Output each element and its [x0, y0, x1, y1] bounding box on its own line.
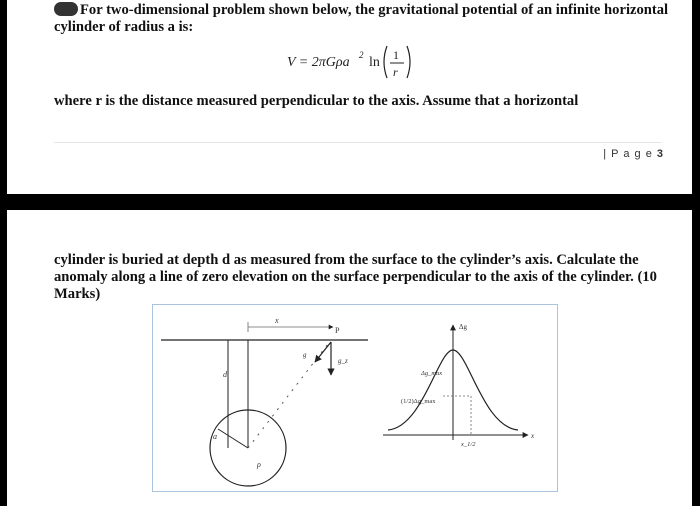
label-rho: ρ	[257, 460, 261, 469]
equation-lhs: V = 2πGρa	[287, 55, 350, 70]
label-g: g	[303, 351, 307, 359]
label-a: a	[213, 432, 217, 441]
cylinder-to-p-dashed	[248, 340, 331, 448]
potential-equation	[287, 40, 437, 88]
equation-exponent: 2	[359, 50, 364, 60]
document-page-top	[7, 0, 692, 194]
question-number-marker	[54, 2, 78, 16]
label-half-dg-max: (1/2)Δg_max	[401, 398, 436, 405]
equation-ln: ln	[369, 55, 380, 70]
label-x-axis: x	[531, 432, 535, 440]
equation-numerator: 1	[393, 48, 399, 62]
footer-prefix: | P a g e	[603, 148, 657, 160]
footer-rule	[54, 142, 662, 143]
g-arrow	[315, 342, 331, 362]
equation-denominator: r	[393, 65, 398, 79]
question-intro	[54, 2, 674, 36]
label-x-half: x_1/2	[461, 441, 476, 448]
label-dg-max: Δg_max	[421, 370, 443, 377]
question-continuation: cylinder is buried at depth d as measured from the surface to the cylinder’s axis. Calculate the anomaly along a line of zero elevation on the surface perpendicular to the axis of the cylinder. (10 Marks)	[54, 252, 657, 302]
label-p: P	[335, 326, 340, 335]
radius-line	[218, 429, 248, 448]
figure-svg	[153, 305, 557, 491]
label-gz: g_z	[338, 357, 348, 365]
question-where-text: where r is the distance measured perpendicular to the axis. Assume that a horizontal	[54, 93, 579, 109]
label-delta-g: Δg	[459, 323, 468, 331]
footer-page-number: 3	[656, 148, 664, 160]
equation-svg	[287, 40, 437, 84]
question-intro-text: For two-dimensional problem shown below, the gravitational potential of an infinite horizontal cylinder of radius a is:	[54, 2, 669, 35]
label-x: x	[275, 316, 279, 325]
page-footer	[603, 148, 664, 160]
cylinder-diagram	[161, 316, 368, 486]
document-page-bottom	[7, 210, 692, 506]
anomaly-curve-diagram	[383, 323, 535, 448]
cylinder-anomaly-figure	[152, 304, 558, 492]
label-d: d	[223, 370, 227, 379]
